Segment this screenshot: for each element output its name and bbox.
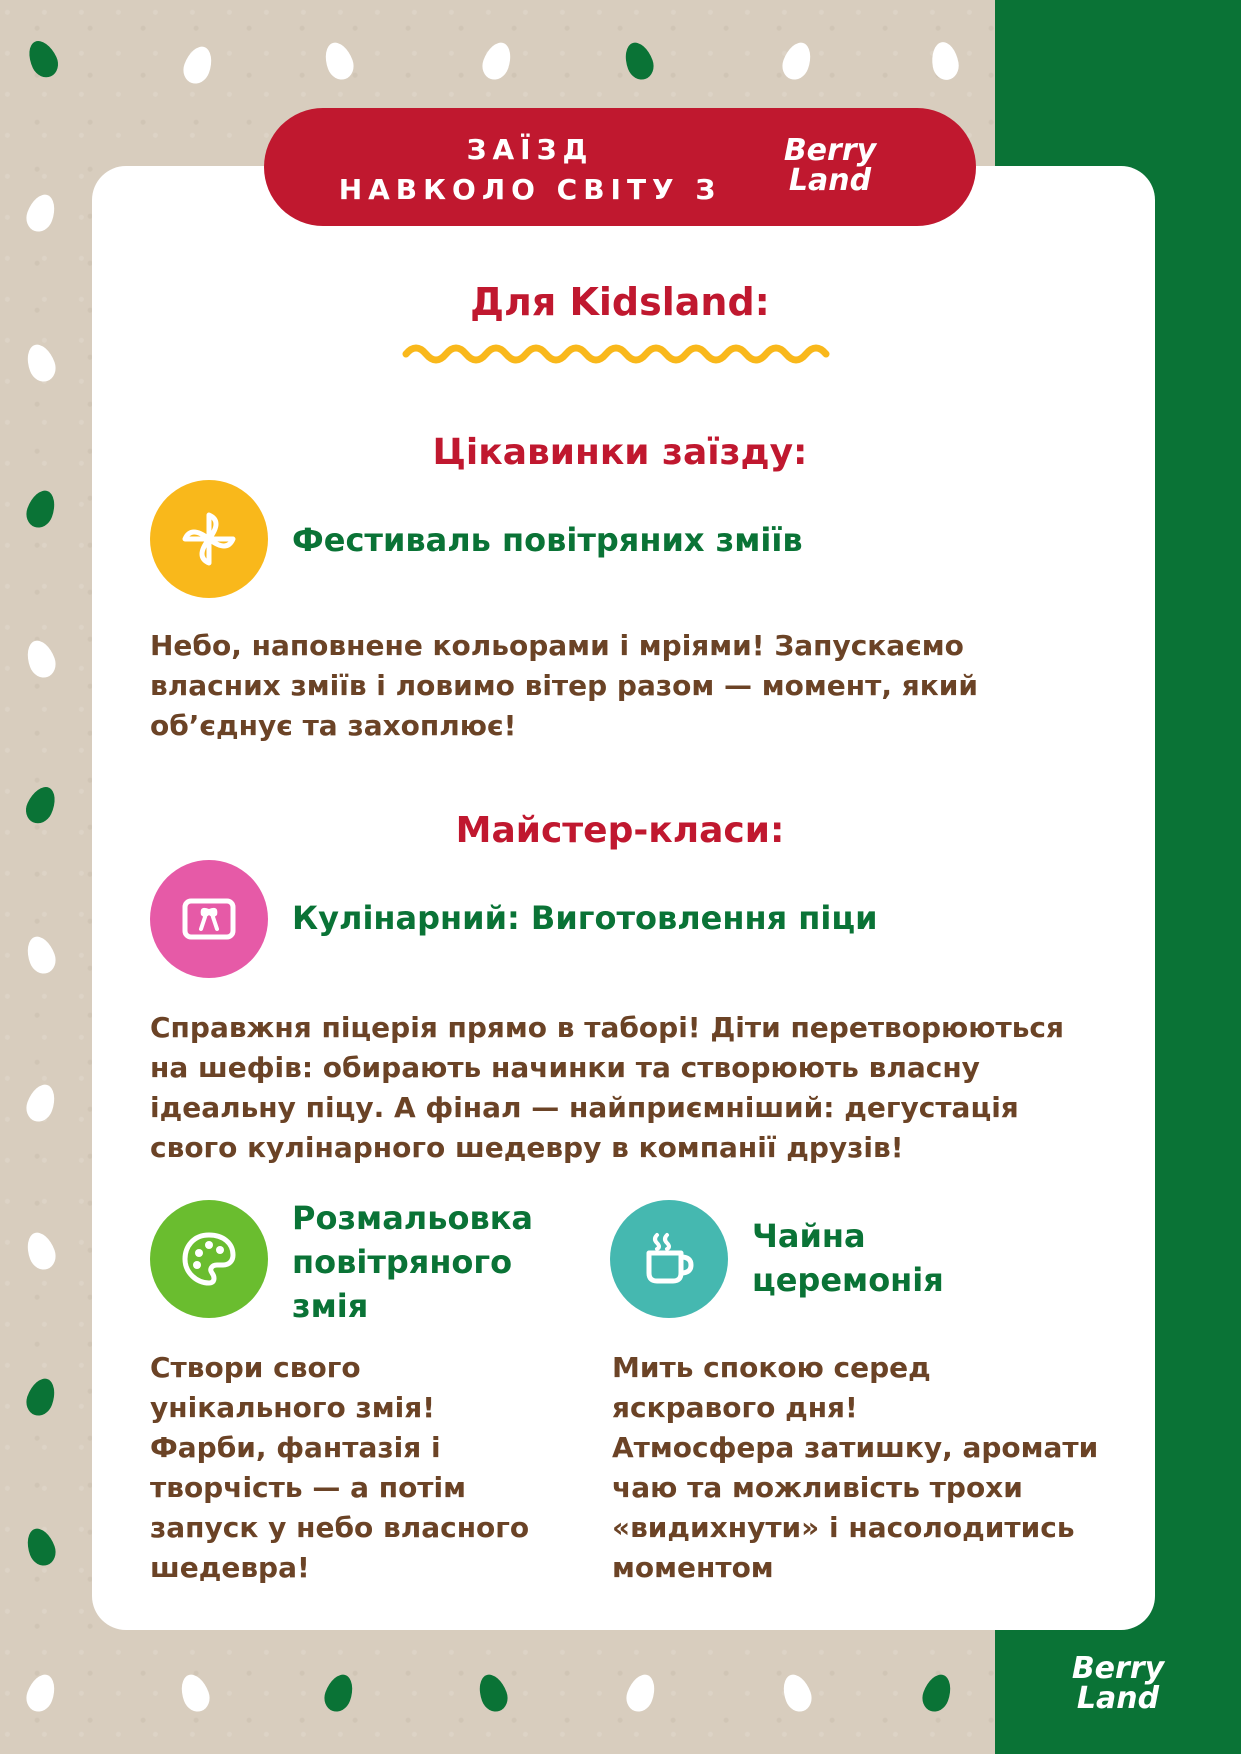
header-title <box>320 130 740 210</box>
title-line: змія <box>292 1287 369 1325</box>
tea-cup-icon <box>637 1227 701 1291</box>
header-line-2: НАВКОЛО СВІТУ З <box>338 173 722 206</box>
text-line: Мить спокою серед <box>612 1351 931 1384</box>
text-line: ідеальну піцу. А фінал — найприємніший: дегустація <box>150 1091 1019 1124</box>
kite-festival-description <box>150 626 978 746</box>
text-line: запуск у небо власного <box>150 1511 530 1544</box>
footer-logo-bottom: Land <box>1076 1681 1160 1716</box>
masterclasses-heading: Майстер-класи: <box>455 810 785 851</box>
title-line: Розмальовка <box>292 1199 533 1237</box>
header-line-1: ЗАЇЗД <box>466 133 594 166</box>
text-line: Небо, наповнене кольорами і мріями! Запускаємо <box>150 629 964 662</box>
text-line: об’єднує та захоплює! <box>150 709 517 742</box>
tea-ceremony-title <box>752 1214 944 1302</box>
pinwheel-icon <box>177 507 241 571</box>
text-line: шедевра! <box>150 1551 310 1584</box>
text-line: Справжня піцерія прямо в таборі! Діти перетворюються <box>150 1011 1064 1044</box>
text-line: унікального змія! <box>150 1391 436 1424</box>
text-line: моментом <box>612 1551 774 1584</box>
text-line: чаю та можливість трохи <box>612 1471 1023 1504</box>
text-line: «видихнути» і насолодитись <box>612 1511 1075 1544</box>
page-title: Для Kidsland: <box>470 280 770 324</box>
coloring-title <box>292 1196 533 1328</box>
title-line: повітряного <box>292 1243 513 1281</box>
pizza-class-title: Кулінарний: Виготовлення піци <box>292 899 878 937</box>
footer-logo <box>1048 1651 1188 1716</box>
text-line: яскравого дня! <box>612 1391 858 1424</box>
title-line: церемонія <box>752 1261 944 1299</box>
header-logo-bottom: Land <box>788 163 872 198</box>
text-line: власних зміїв і ловимо вітер разом — момент, який <box>150 669 978 702</box>
footer-logo-top: Berry <box>1071 1651 1165 1686</box>
wavy-underline <box>402 340 838 368</box>
title-line: Чайна <box>752 1217 866 1255</box>
tea-cup-icon-circle <box>610 1200 728 1318</box>
coloring-description <box>150 1348 529 1588</box>
header-logo <box>760 133 900 198</box>
header-logo-top: Berry <box>783 133 877 168</box>
highlights-heading: Цікавинки заїзду: <box>432 432 808 473</box>
text-line: на шефів: обирають начинки та створюють власну <box>150 1051 980 1084</box>
text-line: Створи свого <box>150 1351 361 1384</box>
text-line: Фарби, фантазія і <box>150 1431 441 1464</box>
palette-icon-circle <box>150 1200 268 1318</box>
gift-card-icon <box>177 887 241 951</box>
kite-festival-title: Фестиваль повітряних зміїв <box>292 521 803 559</box>
gift-card-icon-circle <box>150 860 268 978</box>
text-line: творчість — а потім <box>150 1471 467 1504</box>
pinwheel-icon-circle <box>150 480 268 598</box>
text-line: свого кулінарного шедевру в компанії друзів! <box>150 1131 904 1164</box>
text-line: Атмосфера затишку, аромати <box>612 1431 1099 1464</box>
pizza-class-description <box>150 1008 1064 1168</box>
palette-icon <box>177 1227 241 1291</box>
tea-ceremony-description <box>612 1348 1098 1588</box>
